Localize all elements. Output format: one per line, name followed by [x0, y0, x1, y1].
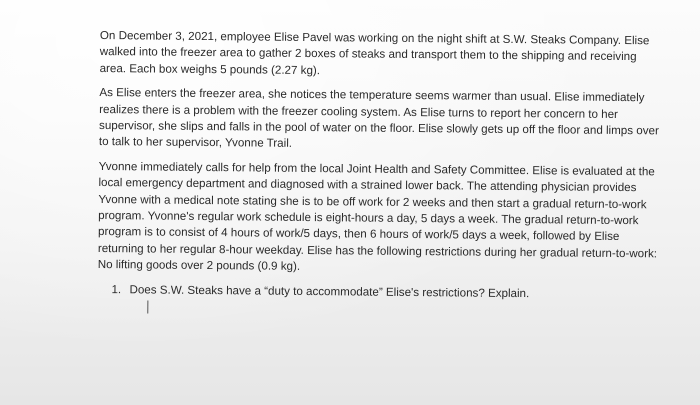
question-item	[97, 282, 662, 304]
text-cursor[interactable]	[147, 301, 148, 314]
paragraph-freezer: As Elise enters the freezer area, she notices the temperature seems warmer than usual. Elise immediately realizes there is a problem with the freezer cooling system. As Elise turns to report her concern to her supervisor, she slips and falls in the pool of water on the floor. Elise slowly gets up off the floor and limps over to talk to her supervisor, Yvonne Trail.	[98, 86, 659, 151]
paragraph-incident: On December 3, 2021, employee Elise Pavel was working on the night shift at S.W. Steaks Company. Elise walked into the freezer area to gather 2 boxes of steaks and transport them to the shipping and receiving area. Each box weighs 5 pounds (2.27 kg).	[99, 28, 650, 77]
question-number: 1.	[111, 282, 122, 296]
paragraph-return-to-work: Yvonne immediately calls for help from the local Joint Health and Safety Committee. Elise is evaluated at the local emergency department and diagnosed with a strained lower back. The attending physician provides Yvonne with a medical note stating she is to be off work for 2 weeks and then start a gradual return-to-work program. Yvonne's regular work schedule is eight-hours a day, 5 days a week. The gradual return-to-work program is to consist of 4 hours of work/5 days, then 6 hours of work/5 days a week, followed by Elise returning to her regular 8-hour weekday. Elise has the following restrictions during her gradual return-to-work: No lifting goods over 2 pounds (0.9 kg).	[97, 159, 658, 274]
document-body	[97, 28, 665, 319]
question-text: Does S.W. Steaks have a “duty to accommodate” Elise's restrictions? Explain.	[129, 282, 530, 300]
